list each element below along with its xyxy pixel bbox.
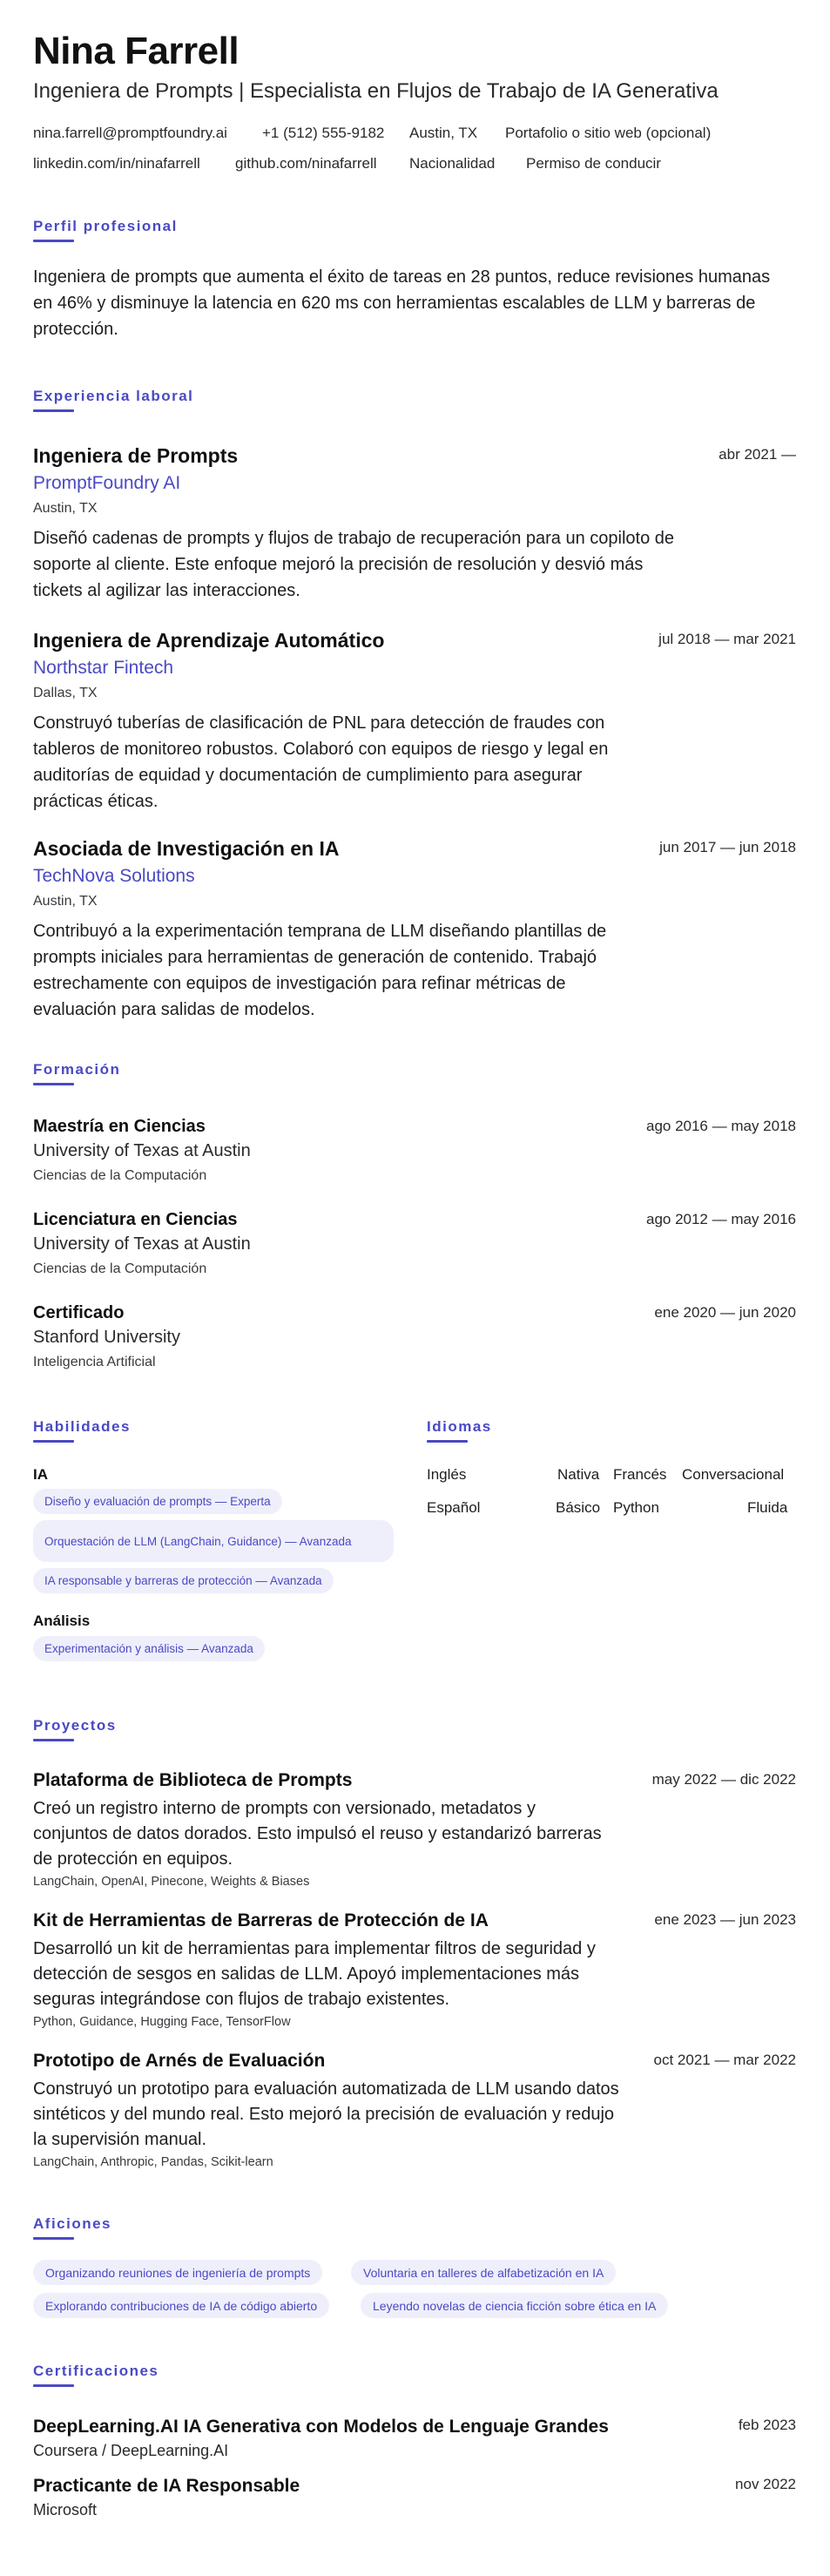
project-title: Prototipo de Arnés de Evaluación (33, 2051, 326, 2071)
contact-portfolio[interactable]: Portafolio o sitio web (opcional) (505, 125, 712, 141)
skill-chip: Experimentación y análisis — Avanzada (33, 1636, 265, 1661)
project-description-line: Creó un registro interno de prompts con versionado, metadatos y (33, 1799, 536, 1818)
certification-date: feb 2023 (738, 2417, 796, 2433)
project-tech: LangChain, Anthropic, Pandas, Scikit-learn (33, 2155, 273, 2169)
hobbies-heading: Aficiones (33, 2215, 112, 2232)
language-level: Conversacional (682, 1466, 785, 1483)
education-heading: Formación (33, 1061, 121, 1078)
job-role: Ingeniera de Prompts (33, 444, 239, 467)
contact-license: Permiso de conducir (526, 155, 661, 172)
hobby-chip: Explorando contribuciones de IA de código abierto (33, 2293, 329, 2318)
education-school: Stanford University (33, 1328, 180, 1347)
education-field: Ciencias de la Computación (33, 1168, 207, 1183)
projects-heading-bar (33, 1739, 74, 1741)
skill-chip: IA responsable y barreras de protección — Avanzada (33, 1568, 334, 1593)
summary-heading: Perfil profesional (33, 218, 178, 234)
education-school: University of Texas at Austin (33, 1234, 251, 1254)
experience-heading-bar (33, 409, 74, 412)
project-description-line: conjuntos de datos dorados. Esto impulsó el reuso y estandarizó barreras (33, 1824, 602, 1843)
certification-issuer: Coursera / DeepLearning.AI (33, 2442, 229, 2459)
skill-group-name: Análisis (33, 1613, 91, 1629)
contact-email[interactable]: nina.farrell@promptfoundry.ai (33, 125, 227, 141)
job-description-line: tableros de monitoreo robustos. Colaboró con equipos de riesgo y legal en (33, 740, 609, 759)
job-company: Northstar Fintech (33, 658, 174, 678)
project-tech: LangChain, OpenAI, Pinecone, Weights & Biases (33, 1875, 310, 1889)
languages-heading-bar (427, 1440, 468, 1443)
job-description-line: Contribuyó a la experimentación temprana de LLM diseñando plantillas de (33, 922, 607, 941)
project-description-line: seguras integrándose con flujos de trabajo existentes. (33, 1990, 450, 2009)
job-company: TechNova Solutions (33, 866, 195, 886)
education-dates: ago 2012 — may 2016 (645, 1211, 796, 1227)
education-dates: ene 2020 — jun 2020 (654, 1304, 796, 1321)
summary-line: en 46% y disminuye la latencia en 620 ms con herramientas escalables de LLM y barreras de (33, 294, 756, 313)
project-description-line: detección de sesgos en salidas de LLM. Apoyó implementaciones más (33, 1964, 580, 1984)
projects-heading: Proyectos (33, 1717, 117, 1734)
language-name: Francés (613, 1466, 667, 1483)
skill-chip: Diseño y evaluación de prompts — Experta (33, 1489, 282, 1514)
experience-heading: Experiencia laboral (33, 388, 194, 404)
job-description-line: Construyó tuberías de clasificación de PNL para detección de fraudes con (33, 713, 605, 733)
project-dates: may 2022 — dic 2022 (651, 1771, 796, 1788)
education-degree: Certificado (33, 1303, 125, 1322)
hobbies-heading-bar (33, 2237, 74, 2240)
skills-heading: Habilidades (33, 1418, 131, 1435)
job-description-line: soporte al cliente. Este enfoque mejoró la precisión de resolución y desvió más (33, 555, 644, 574)
education-school: University of Texas at Austin (33, 1141, 251, 1160)
job-company: PromptFoundry AI (33, 473, 181, 493)
language-name: Español (427, 1499, 481, 1516)
job-location: Dallas, TX (33, 686, 98, 700)
language-level: Fluida (747, 1499, 788, 1516)
hobby-chip: Voluntaria en talleres de alfabetización en IA (351, 2260, 616, 2285)
contact-phone[interactable]: +1 (512) 555-9182 (262, 125, 385, 141)
job-description-line: evaluación para salidas de modelos. (33, 1000, 315, 1019)
certifications-heading-bar (33, 2384, 74, 2387)
certification-issuer: Microsoft (33, 2501, 98, 2519)
hobby-chip: Leyendo novelas de ciencia ficción sobre ética en IA (361, 2293, 668, 2318)
project-dates: ene 2023 — jun 2023 (654, 1911, 796, 1928)
contact-nationality: Nacionalidad (409, 155, 496, 172)
education-field: Ciencias de la Computación (33, 1261, 207, 1276)
job-description-line: estrechamente con equipos de investigación para refinar métricas de (33, 974, 566, 993)
education-dates: ago 2016 — may 2018 (645, 1118, 796, 1134)
project-description-line: de protección en equipos. (33, 1849, 233, 1869)
summary-heading-bar (33, 240, 74, 242)
skill-chip: Orquestación de LLM (LangChain, Guidance) — Avanzada (33, 1520, 394, 1562)
project-dates: oct 2021 — mar 2022 (653, 2052, 796, 2068)
language-level: Básico (556, 1499, 601, 1516)
contact-github[interactable]: github.com/ninafarrell (235, 155, 377, 172)
education-degree: Maestría en Ciencias (33, 1117, 206, 1136)
job-description-line: Diseñó cadenas de prompts y flujos de trabajo de recuperación para un copiloto de (33, 529, 675, 548)
candidate-title: Ingeniera de Prompts | Especialista en Flujos de Trabajo de IA Generativa (33, 79, 719, 103)
summary-line: protección. (33, 320, 118, 339)
job-role: Asociada de Investigación en IA (33, 837, 340, 860)
job-description-line: tickets al agilizar las interacciones. (33, 581, 300, 600)
contact-location: Austin, TX (409, 125, 478, 141)
hobby-chip: Organizando reuniones de ingeniería de prompts (33, 2260, 322, 2285)
job-description-line: prácticas éticas. (33, 792, 159, 811)
job-location: Austin, TX (33, 501, 98, 516)
job-description-line: auditorías de equidad y documentación de cumplimiento para asegurar (33, 766, 583, 785)
job-dates: jun 2017 — jun 2018 (659, 839, 796, 855)
education-heading-bar (33, 1083, 74, 1085)
education-degree: Licenciatura en Ciencias (33, 1210, 238, 1229)
languages-heading: Idiomas (427, 1418, 492, 1435)
project-description-line: Desarrolló un kit de herramientas para implementar filtros de seguridad y (33, 1939, 596, 1958)
summary-line: Ingeniera de prompts que aumenta el éxito de tareas en 28 puntos, reduce revisiones humanas (33, 267, 771, 287)
certifications-heading: Certificaciones (33, 2363, 159, 2379)
language-name: Inglés (427, 1466, 467, 1483)
project-description-line: la supervisión manual. (33, 2130, 206, 2149)
certification-name: DeepLearning.AI IA Generativa con Modelos de Lenguaje Grandes (33, 2417, 609, 2437)
skill-group-name: IA (33, 1466, 48, 1483)
project-title: Plataforma de Biblioteca de Prompts (33, 1770, 353, 1790)
certification-date: nov 2022 (735, 2476, 796, 2492)
job-description-line: prompts iniciales para herramientas de generación de contenido. Trabajó (33, 948, 597, 967)
project-tech: Python, Guidance, Hugging Face, TensorFlow (33, 2015, 291, 2029)
candidate-name: Nina Farrell (33, 30, 240, 72)
project-description-line: sintéticos y del mundo real. Esto mejoró la precisión de evaluación y redujo (33, 2105, 615, 2124)
education-field: Inteligencia Artificial (33, 1355, 156, 1369)
contact-linkedin[interactable]: linkedin.com/in/ninafarrell (33, 155, 200, 172)
job-dates: abr 2021 — (719, 446, 796, 463)
job-role: Ingeniera de Aprendizaje Automático (33, 629, 385, 652)
skills-heading-bar (33, 1440, 74, 1443)
certification-name: Practicante de IA Responsable (33, 2476, 300, 2496)
language-name: Python (613, 1499, 659, 1516)
job-location: Austin, TX (33, 894, 98, 909)
project-title: Kit de Herramientas de Barreras de Protección de IA (33, 1910, 489, 1930)
project-description-line: Construyó un prototipo para evaluación automatizada de LLM usando datos (33, 2079, 619, 2099)
language-level: Nativa (557, 1466, 600, 1483)
job-dates: jul 2018 — mar 2021 (658, 631, 796, 647)
